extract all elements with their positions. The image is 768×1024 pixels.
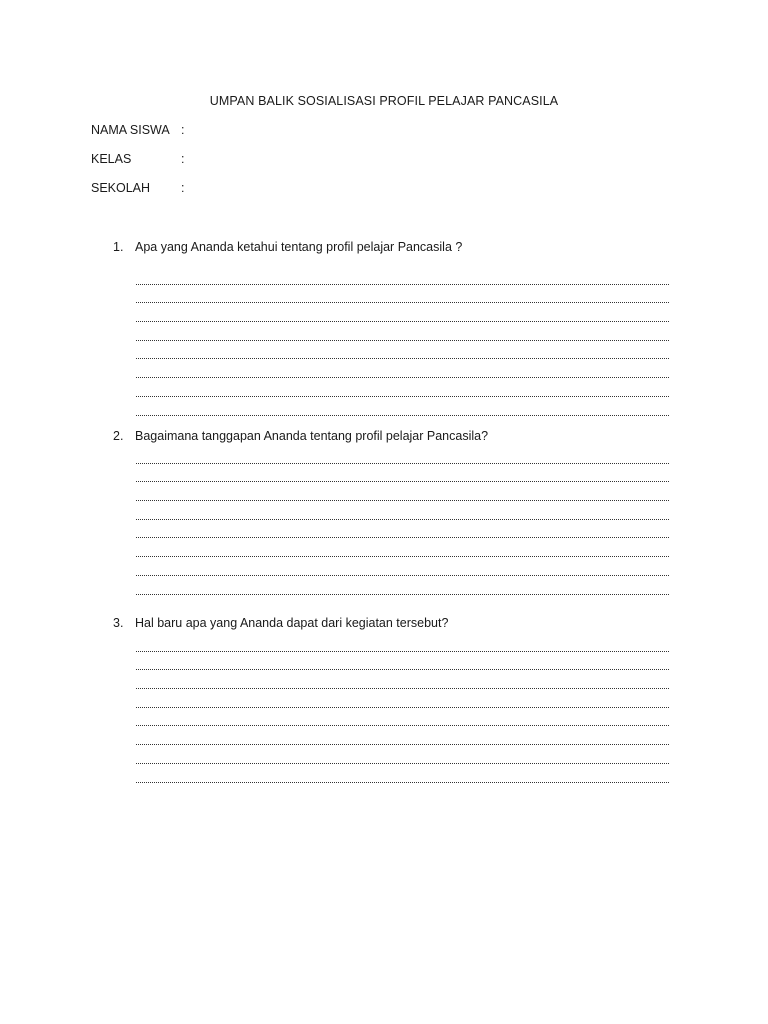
- question-text: Hal baru apa yang Ananda dapat dari kegiatan tersebut?: [135, 616, 449, 630]
- answer-dotted-line: [136, 403, 669, 422]
- student-name-field: [91, 123, 184, 137]
- answer-dotted-line: [136, 676, 669, 695]
- question-number: 3.: [113, 616, 124, 630]
- student-name-label: NAMA SISWA: [91, 123, 170, 137]
- school-separator: :: [181, 181, 185, 195]
- question-2: [113, 429, 488, 443]
- answer-dotted-line: [136, 384, 669, 403]
- answer-dotted-line: [136, 507, 669, 526]
- answer-dotted-line: [136, 714, 669, 733]
- answer-dotted-line: [136, 272, 669, 291]
- answer-area-3: [136, 639, 669, 789]
- question-text: Apa yang Ananda ketahui tentang profil pelajar Pancasila ?: [135, 240, 463, 254]
- answer-dotted-line: [136, 309, 669, 328]
- answer-dotted-line: [136, 658, 669, 677]
- answer-dotted-line: [136, 488, 669, 507]
- class-separator: :: [181, 152, 185, 166]
- answer-dotted-line: [136, 563, 669, 582]
- student-name-separator: :: [181, 123, 185, 137]
- question-3: [113, 616, 448, 630]
- class-label: KELAS: [91, 152, 132, 166]
- answer-dotted-line: [136, 751, 669, 770]
- answer-dotted-line: [136, 347, 669, 366]
- answer-dotted-line: [136, 451, 669, 470]
- question-1: [113, 240, 462, 254]
- answer-area-2: [136, 451, 669, 601]
- class-field: [91, 152, 184, 166]
- answer-dotted-line: [136, 328, 669, 347]
- answer-dotted-line: [136, 770, 669, 789]
- answer-dotted-line: [136, 544, 669, 563]
- answer-dotted-line: [136, 639, 669, 658]
- answer-dotted-line: [136, 732, 669, 751]
- answer-dotted-line: [136, 470, 669, 489]
- question-number: 2.: [113, 429, 124, 443]
- school-label: SEKOLAH: [91, 181, 151, 195]
- answer-dotted-line: [136, 526, 669, 545]
- question-number: 1.: [113, 240, 124, 254]
- answer-area-1: [136, 272, 669, 422]
- answer-dotted-line: [136, 291, 669, 310]
- question-text: Bagaimana tanggapan Ananda tentang profil pelajar Pancasila?: [135, 429, 489, 443]
- school-field: [91, 181, 184, 195]
- answer-dotted-line: [136, 695, 669, 714]
- document-title: UMPAN BALIK SOSIALISASI PROFIL PELAJAR PANCASILA: [209, 94, 559, 108]
- answer-dotted-line: [136, 365, 669, 384]
- answer-dotted-line: [136, 582, 669, 601]
